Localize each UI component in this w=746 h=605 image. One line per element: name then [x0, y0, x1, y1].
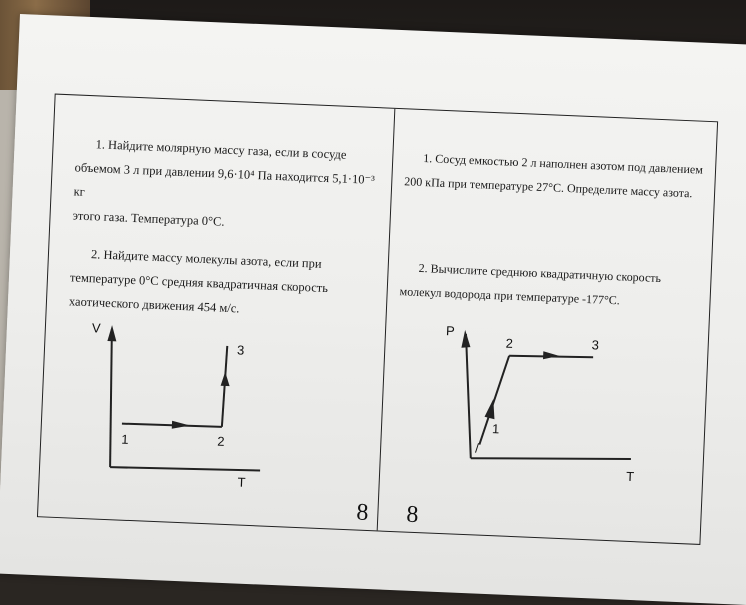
axis-label-p: P: [445, 323, 456, 339]
point-label-2-right: 2: [505, 335, 514, 351]
worksheet-paper: [0, 14, 746, 605]
left-task-2: 2. Найдите массу молекулы азота, если при температуре 0°С средняя квадратичная скорость хаотического движения 454 м/с.: [68, 247, 329, 316]
right-task-2: 2. Вычислите среднюю квадратичную скорость молекул водорода при температуре -177°С.: [399, 260, 662, 308]
axis-label-v: V: [91, 320, 101, 336]
point-label-3-right: 3: [591, 337, 600, 353]
task-card: [37, 94, 718, 545]
right-task-1: 1. Сосуд емкостью 2 л наполнен азотом под давлением 200 кПа при температуре 27°С. Определите массу азота.: [404, 151, 704, 201]
point-label-2: 2: [216, 433, 225, 449]
point-label-3: 3: [236, 342, 245, 358]
origin-mark: /: [474, 440, 480, 456]
axis-label-t-right: T: [625, 468, 635, 485]
axis-label-t: T: [237, 474, 246, 490]
variant-number-right: 8: [405, 501, 419, 529]
point-label-1: 1: [120, 431, 129, 447]
left-graph-vt: [80, 318, 267, 490]
right-graph-pt: [429, 323, 656, 502]
point-label-1-right: 1: [491, 421, 500, 437]
variant-number-left: 8: [355, 499, 369, 527]
left-task-1: 1. Найдите молярную массу газа, если в сосуде объемом 3 л при давлении 9,6·10⁴ Па находится 5,1·10⁻³ кг этого газа. Температура 0°С.: [72, 137, 376, 229]
